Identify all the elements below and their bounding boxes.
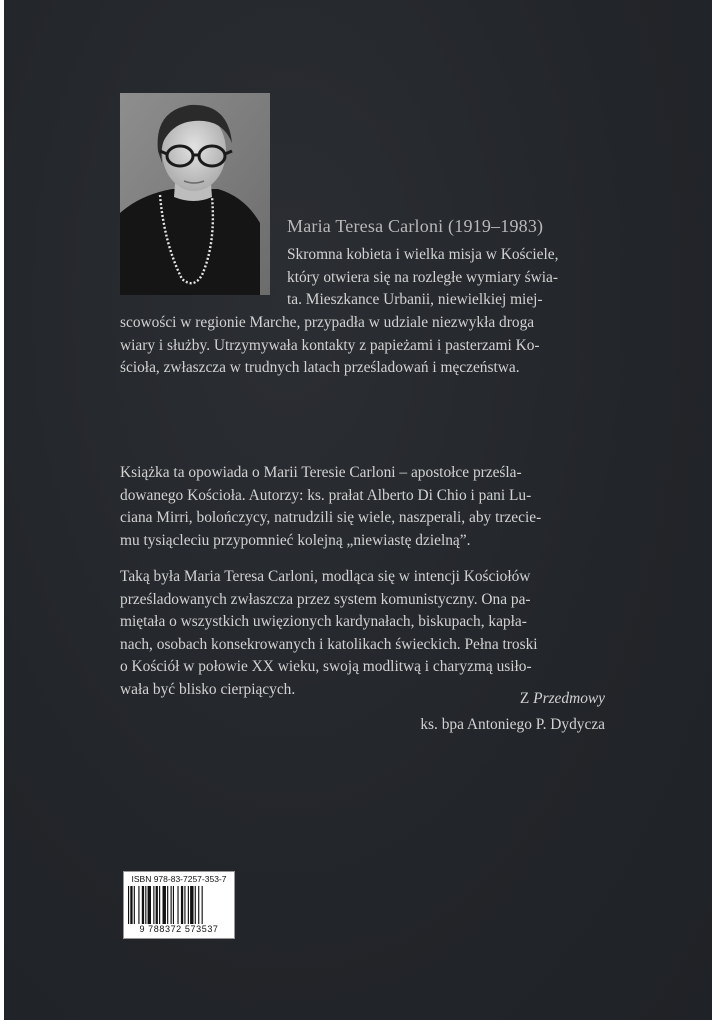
isbn-barcode bbox=[123, 871, 235, 939]
text-line: o Kościół w połowie XX wieku, swoją modlitwą i charyzmą usiło- bbox=[120, 658, 532, 676]
barcode-bar bbox=[138, 886, 139, 924]
quote-source bbox=[520, 690, 605, 708]
author-portrait bbox=[120, 93, 270, 295]
text-line: Książka ta opowiada o Marii Teresie Carloni – apostołce prześla- bbox=[120, 464, 522, 481]
text-line: Taką była Maria Teresa Carloni, modląca się w intencji Kościołów bbox=[120, 568, 531, 585]
barcode-bar bbox=[142, 886, 144, 924]
barcode-bar bbox=[159, 886, 160, 924]
barcode-bar bbox=[195, 886, 196, 924]
text-line: wała być blisko cierpiących. bbox=[120, 680, 296, 698]
back-cover bbox=[4, 0, 712, 1020]
barcode-bar bbox=[177, 886, 178, 924]
barcode-bar bbox=[173, 886, 174, 924]
bio-paragraph-top bbox=[287, 244, 609, 312]
barcode-bar bbox=[128, 886, 129, 924]
barcode-bar bbox=[163, 886, 166, 924]
text-line: scowości w regionie Marche, przypadła w udziale niezwykła droga bbox=[120, 314, 535, 331]
barcode-bar bbox=[145, 886, 146, 924]
barcode-bar bbox=[153, 886, 154, 924]
quote-source-prefix: Z bbox=[519, 690, 530, 707]
barcode-bar bbox=[134, 886, 135, 924]
text-line: prześladowanych zwłaszcza przez system komunistyczny. Ona pa- bbox=[120, 590, 531, 608]
text-line: mu tysiącleciu przypomnieć kolejną „niewiastę dzielną”. bbox=[120, 531, 471, 549]
barcode-bar bbox=[148, 886, 151, 924]
text-line: ta. Mieszkance Urbanii, niewielkiej miej- bbox=[287, 291, 543, 309]
barcode-bar bbox=[130, 886, 132, 924]
text-line: wiary i służby. Utrzymywała kontakty z papieżami i pasterzami Ko- bbox=[120, 336, 540, 354]
barcode-bars bbox=[128, 886, 230, 924]
barcode-bar bbox=[188, 886, 189, 924]
bio-paragraph-bottom bbox=[120, 312, 609, 380]
barcode-bar bbox=[181, 886, 183, 924]
bio-title: Maria Teresa Carloni (1919–1983) bbox=[287, 216, 544, 236]
barcode-bar bbox=[190, 886, 193, 924]
text-line: dowanego Kościoła. Autorzy: ks. prałat Alberto Di Chio i pani Lu- bbox=[120, 486, 532, 504]
barcode-bar bbox=[184, 886, 185, 924]
barcode-bar bbox=[202, 886, 203, 924]
ean-number: 9 788372 573537 bbox=[139, 924, 219, 934]
isbn-number: ISBN 978-83-7257-353-7 bbox=[131, 874, 227, 884]
barcode-bar bbox=[171, 886, 172, 924]
quote-source-author: ks. bpa Antoniego P. Dydycza bbox=[420, 716, 605, 733]
barcode-bar bbox=[198, 886, 199, 924]
barcode-bar bbox=[167, 886, 168, 924]
book-description-paragraph bbox=[120, 462, 609, 552]
text-line: miętała o wszystkich uwięzionych kardynałach, biskupach, kapła- bbox=[120, 613, 527, 631]
text-line: ścioła, zwłaszcza w trudnych latach prześladowań i męczeństwa. bbox=[120, 359, 520, 377]
text-line: Skromna kobieta i wielka misja w Kościele, bbox=[287, 246, 559, 263]
quote-source-work: Przedmowy bbox=[533, 690, 605, 707]
text-line: który otwiera się na rozległe wymiary świa- bbox=[287, 268, 558, 286]
text-line: nach, osobach konsekrowanych i katolikach świeckich. Pełna troski bbox=[120, 635, 538, 653]
text-line: ciana Mirri, bolończycy, natrudzili się wiele, naszperali, aby trzecie- bbox=[120, 509, 542, 527]
foreword-quote-paragraph bbox=[120, 566, 609, 702]
barcode-bar bbox=[156, 886, 158, 924]
